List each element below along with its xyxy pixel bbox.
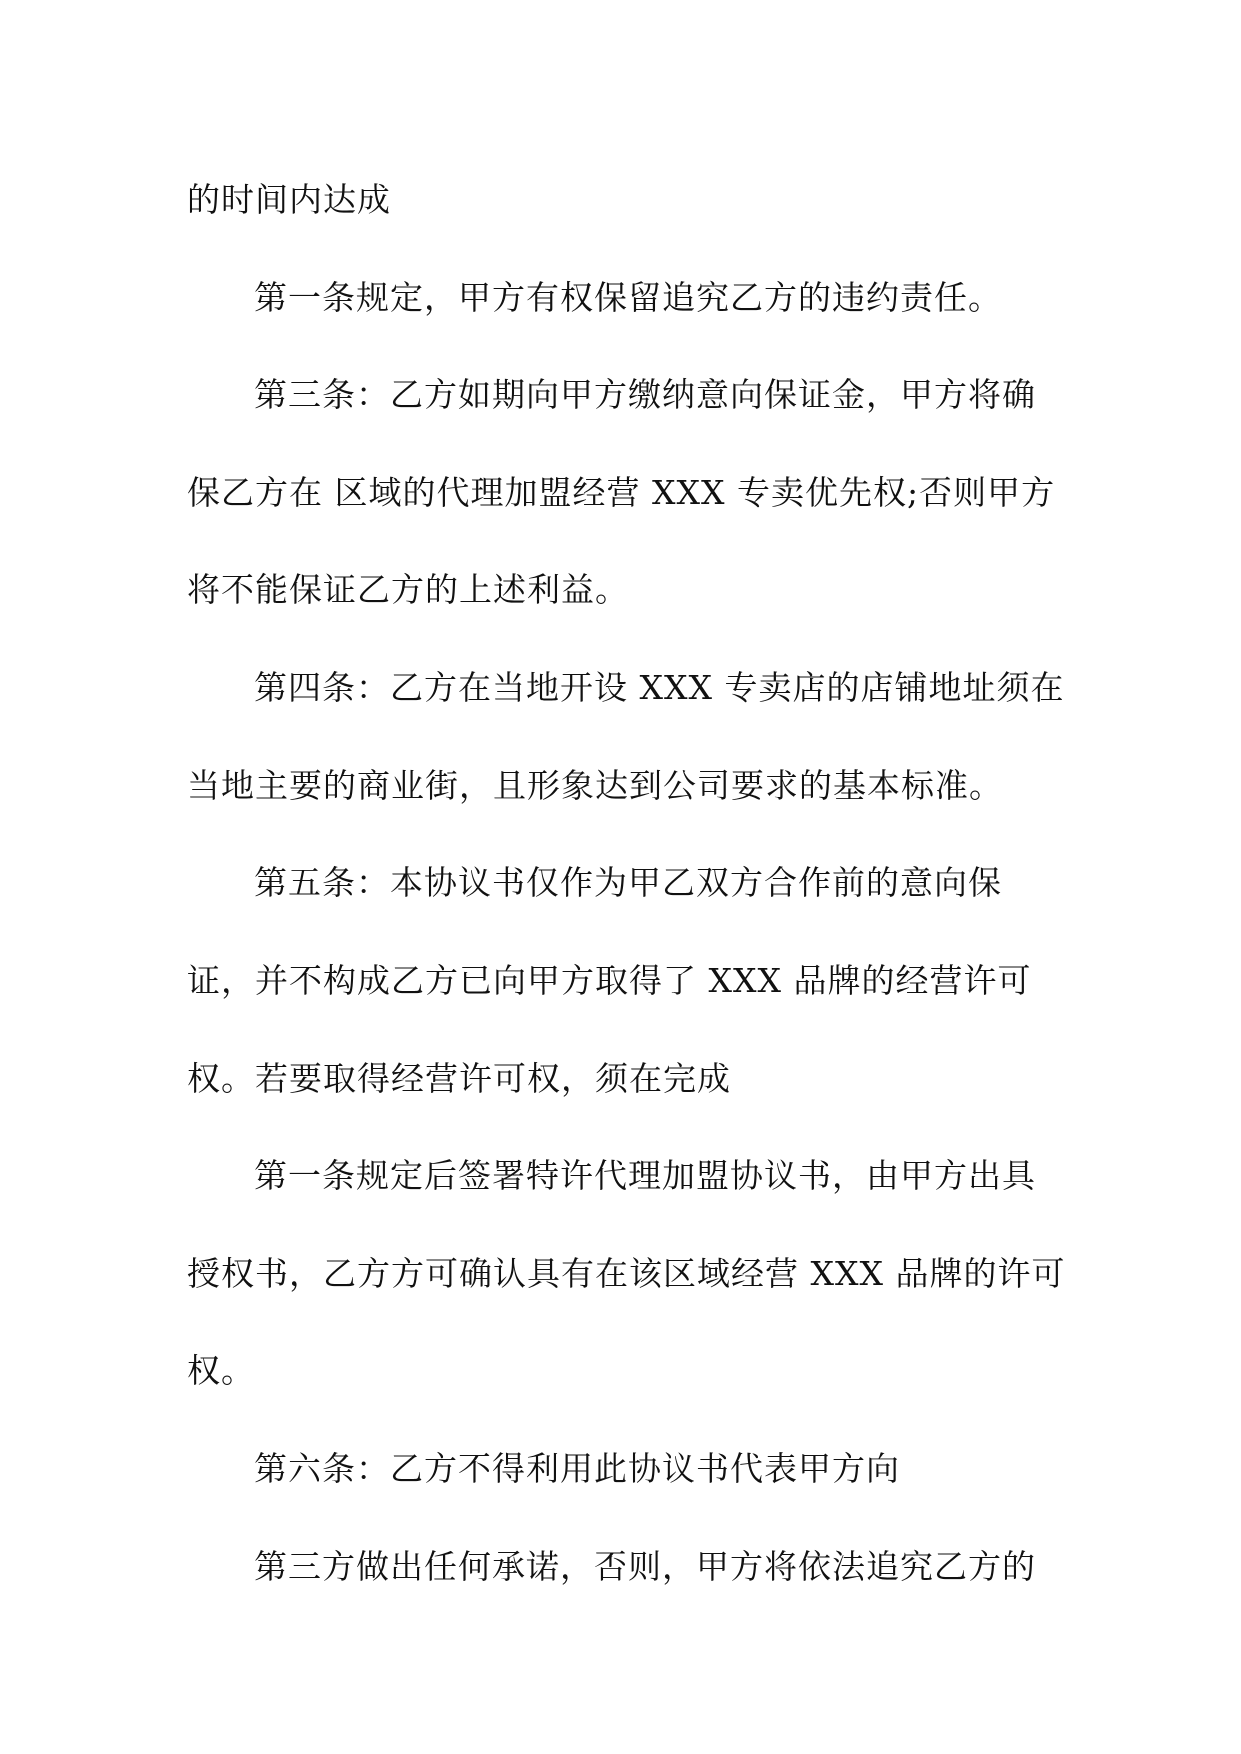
text-line-13: 权。 (187, 1351, 255, 1390)
text-line-3: 第三条：乙方如期向甲方缴纳意向保证金，甲方将确 (254, 375, 1036, 414)
text-line-11: 第一条规定后签署特许代理加盟协议书，由甲方出具 (254, 1156, 1036, 1195)
text-line-2: 第一条规定，甲方有权保留追究乙方的违约责任。 (254, 278, 1002, 317)
text-line-15: 第三方做出任何承诺，否则，甲方将依法追究乙方的 (254, 1547, 1036, 1586)
text-line-1: 的时间内达成 (187, 180, 391, 219)
text-line-10: 权。若要取得经营许可权，须在完成 (187, 1059, 731, 1098)
text-line-12: 授权书，乙方方可确认具有在该区域经营 XXX 品牌的许可 (187, 1254, 1066, 1293)
text-line-8: 第五条：本协议书仅作为甲乙双方合作前的意向保 (254, 863, 1002, 902)
text-line-9: 证，并不构成乙方已向甲方取得了 XXX 品牌的经营许可 (187, 961, 1032, 1000)
text-line-14: 第六条：乙方不得利用此协议书代表甲方向 (254, 1449, 900, 1488)
text-line-4: 保乙方在 区域的代理加盟经营 XXX 专卖优先权;否则甲方 (187, 473, 1056, 512)
text-line-5: 将不能保证乙方的上述利益。 (187, 570, 629, 609)
text-line-7: 当地主要的商业街，且形象达到公司要求的基本标准。 (187, 766, 1003, 805)
text-line-6: 第四条：乙方在当地开设 XXX 专卖店的店铺地址须在 (254, 668, 1065, 707)
